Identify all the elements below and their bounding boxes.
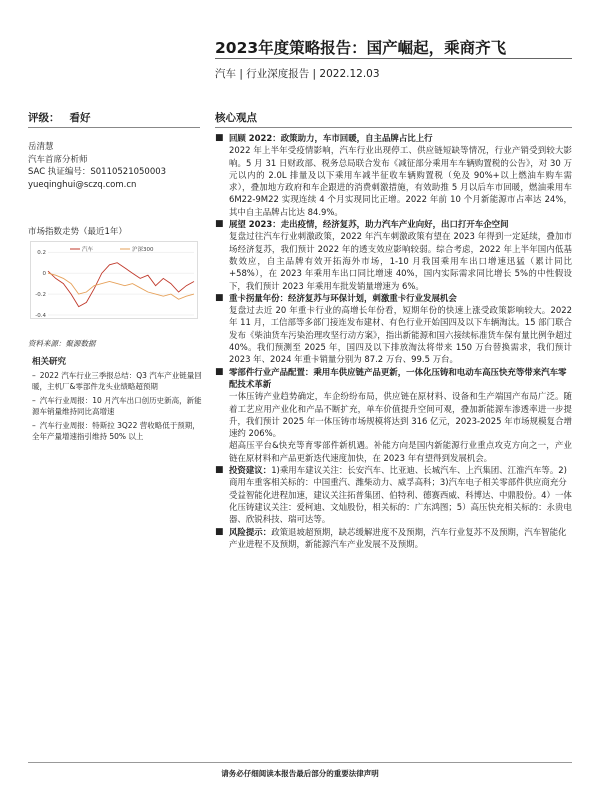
related-item[interactable]	[32, 420, 202, 442]
chart-title: 市场指数走势（最近1年）	[28, 227, 127, 237]
bullet-icon: ■	[215, 526, 224, 537]
chart-source: 资料来源：聚源数据	[28, 339, 96, 348]
y-tick-label: 0	[42, 271, 46, 278]
section-title: 核心观点	[215, 112, 257, 124]
author-sac: SAC 执证编号：S0110521050003	[28, 167, 167, 177]
related-title: 相关研究	[32, 357, 67, 367]
rating-value: 看好	[69, 112, 91, 124]
bullet-heading: 风险提示：	[229, 526, 272, 537]
paragraph: 1)乘用车建议关注：长安汽车、比亚迪、长城汽车、上汽集团、江淮汽车等。2) 商用车重客相关标的：中国重汽、潍柴动力、威孚高科；3)汽车电子相关零部件供应商充分受益智能化进程加速，建议关注拓普集团、伯特利、德赛西威、科博达、中鼎股份。4）一体化压铸建议关注：爱柯迪、文灿股份，相关标的：广东鸿图；5）高压快充相关标的：永贵电器、欣锐科技、瑞可达等。	[229, 465, 572, 525]
chart-frame	[31, 242, 198, 319]
bullet-review	[215, 132, 572, 144]
bullet-heading: 零部件行业产品配置：乘用车供应链产品更新，一体化压铸和电动车高压快充等带来汽车零配技术革新	[229, 366, 567, 389]
bullet-heading: 回顾 2022：政策助力，车市回暖，自主品牌占比上行	[229, 133, 433, 143]
related-item-text: 汽车行业周报：特斯拉 3Q22 营收略低于预期，全年产量增速指引维持 50% 以上	[32, 421, 200, 441]
related-list	[32, 370, 202, 445]
bullet-icon: ■	[215, 219, 224, 230]
related-item-text: 2022 汽车行业三季报总结：Q3 汽车产业链量回暖，主机厂&零部件龙头业绩略超预期	[32, 371, 202, 391]
bullet-heading: 投资建议：	[229, 465, 272, 476]
title-divider	[215, 58, 572, 59]
paragraph: 复盘过去近 20 年重卡行业的高增长年份看，短期年份的快速上涨受政策影响较大。2022 年 11 月，工信部等多部门接连发布建材、有色行业开始国四及以下车辆淘汰。15 部门联合发布《柴油货车污染治理攻坚行动方案》，指出新能源和国六接续标准货车保有量比例争超过 40%。我们预测至 2025 年，国四及以下排放淘汰将带来 150 万台替换需求，我们预计 2023 年、2024 年重卡销量分别为 87.2 万台、99.5 万台。	[229, 305, 572, 365]
bullet-risk	[215, 526, 572, 551]
bullet-heading: 重卡拐量年份：经济复苏与环保计划，刺激重卡行业发展机会	[229, 292, 457, 303]
related-item[interactable]	[32, 395, 202, 417]
paragraph: 2022 年上半年受疫情影响，汽车行业出现停工、供应链短缺等情况，行业产销受到较大影响。5 月 31 日财政部、税务总局联合发布《减征部分乘用车车辆购置税的公告》，对 30 万元以内的 2.0L 排量及以下乘用车减半征收车辆购置税（免及 90%+以上燃油车购车需求），叠加地方政府和车企跟进的消费刺激措施，有效助推 5 月以后车市回暖，燃油乘用车 6M22-9M22 实现连续 4 个月实现同比正增。2022 年前 10 个月新能源市占率达 24%，其中自主品牌占比达 84.9%。	[229, 145, 572, 217]
legend-label: 汽车	[82, 247, 94, 253]
author-block	[28, 141, 166, 191]
bullet-heading: 展望 2023：走出疫情，经济复苏，助力汽车产业向好，出口打开车企空间	[229, 219, 509, 230]
paragraph: 复盘过往汽车行业刺激政策，2022 年汽车刺激政策有望在 2023 年得到一定延续，叠加市场经济复苏，我们预计 2022 年的透支效应影响较弱。综合考虑，2022 年上半年国内低基数效应，自主品牌有效开拓海外市场，1-10 月我国乘用车出口增速迅猛（累计同比+58%），在 2023 年乘用车出口同比增速 40%，国内实际需求同比增长 5%的中性假设下，我们预计 2023 年乘用车批发销量增速为 6%。	[229, 231, 572, 291]
bullet-heavy-truck	[215, 292, 572, 304]
main-content	[215, 132, 572, 550]
bullet-components	[215, 366, 572, 391]
bullet-icon: ■	[215, 133, 224, 143]
section-divider	[215, 127, 572, 128]
rating	[28, 110, 91, 125]
y-tick-label: 0.2	[37, 250, 46, 257]
rating-label: 评级：	[28, 112, 60, 124]
dash-icon: –	[32, 421, 36, 430]
dash-icon: –	[32, 371, 36, 380]
paragraph: 超高压平台&快充等育零部件新机遇。补能方向是国内新能源行业重点攻克方向之一，产业链在原材料和产品更新迭代速度加快，在 2023 年有望得到发展机会。	[229, 440, 572, 463]
legend-label: 沪深300	[132, 247, 154, 253]
paragraph: 一体压铸产业趋势确定，车企纷纷布局，供应链在原材料、设备和生产端国产布局广泛。随着工艺应用产业化和产品不断扩充，单车价值提升空间可观，叠加新能源车渗透率进一步提升，我们预计 2025 年一体压铸市场规模将达到 316 亿元，2023-2025 年市场规模复合增速约 206%。	[229, 391, 572, 439]
paragraph: 政策退坡超预期，缺芯缓解进度不及预期，汽车行业复苏不及预期，汽车智能化产业进程不及预期，新能源汽车产业发展不及预期。	[229, 526, 567, 549]
left-divider	[28, 127, 200, 128]
bullet-icon: ■	[215, 292, 224, 303]
footer-disclaimer: 请务必仔细阅读本报告最后部分的重要法律声明	[221, 769, 379, 778]
bullet-icon: ■	[215, 465, 224, 476]
author-name: 岳清慧	[28, 142, 54, 152]
series-line-csi300	[48, 273, 194, 299]
bullet-outlook	[215, 218, 572, 230]
author-role: 汽车首席分析师	[28, 154, 88, 165]
footer-divider	[28, 762, 572, 763]
y-tick-label: -0.2	[35, 292, 46, 299]
dash-icon: –	[32, 396, 36, 405]
index-chart	[30, 241, 198, 319]
report-title: 2023年度策略报告：国产崛起，乘商齐飞	[215, 39, 507, 57]
bullet-investment	[215, 464, 572, 525]
bullet-icon: ■	[215, 366, 224, 377]
y-tick-label: -0.4	[35, 313, 46, 319]
author-email: yueqinghui@sczq.com.cn	[28, 179, 137, 190]
related-item-text: 汽车行业周报：10 月汽车出口创历史新高，新能源车销量维持同比高增速	[32, 396, 202, 416]
report-subtitle: 汽车 | 行业深度报告 | 2022.12.03	[215, 68, 380, 80]
related-item[interactable]	[32, 370, 202, 392]
